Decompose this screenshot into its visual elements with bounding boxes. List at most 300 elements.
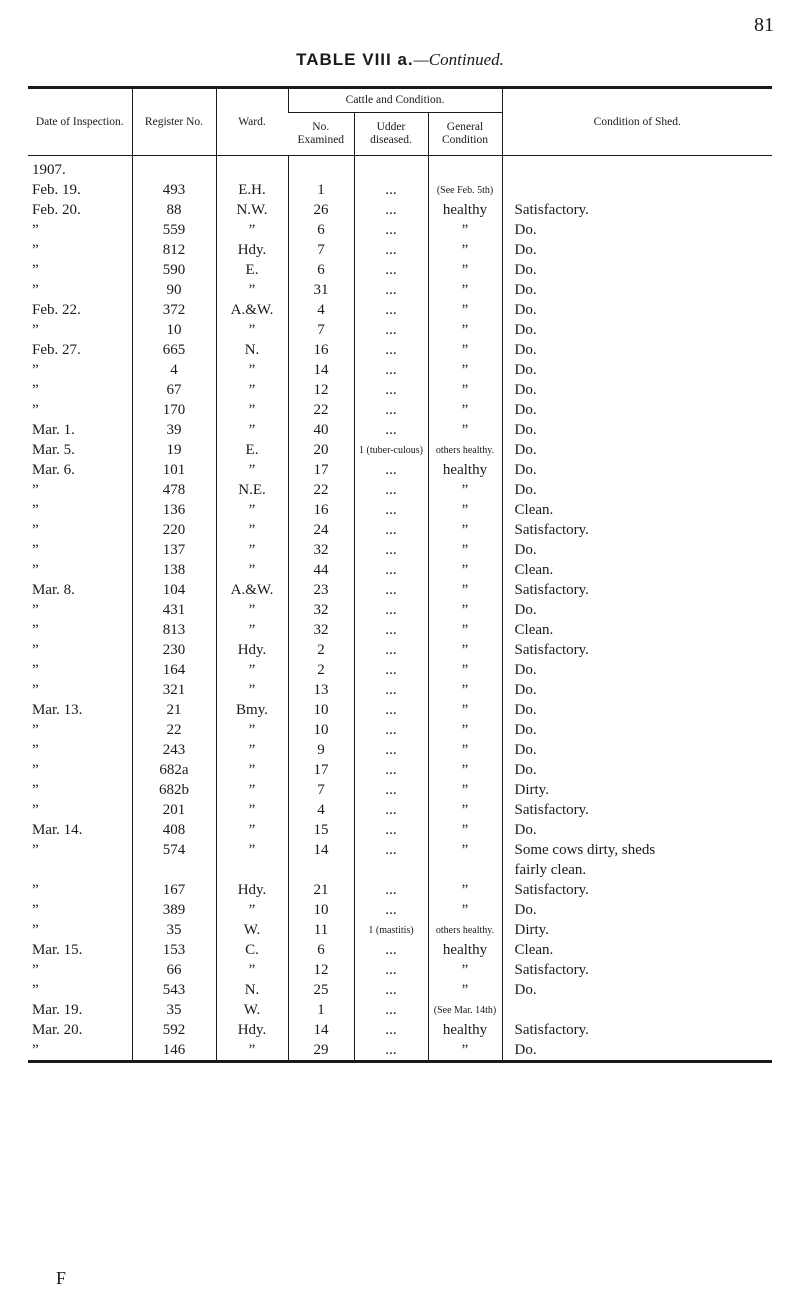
number-cell: 1 (288, 180, 354, 200)
shed-cell (502, 1000, 772, 1020)
shed-cell: Do. (502, 660, 772, 680)
table-row (28, 1000, 772, 1020)
shed-cell: fairly clean. (502, 860, 772, 880)
ward-cell: Bmy. (216, 700, 288, 720)
date-cell: ” (32, 842, 39, 858)
udder-cell: ... (354, 220, 428, 240)
date-cell: Mar. 13. (32, 702, 83, 718)
header-cattle-group: Cattle and Condition. (288, 88, 502, 113)
ward-cell: Hdy. (216, 240, 288, 260)
table-row (28, 640, 772, 660)
date-cell: Mar. 6. (32, 462, 75, 478)
date-cell (28, 860, 132, 880)
ward-cell: ” (216, 740, 288, 760)
ward-cell: N. (216, 340, 288, 360)
udder-cell: ... (354, 560, 428, 580)
shed-cell: Do. (502, 820, 772, 840)
general-cell: ” (428, 400, 502, 420)
table-row (28, 880, 772, 900)
header-date: Date of Inspection. (35, 115, 124, 128)
table-row (28, 980, 772, 1000)
table-row (28, 320, 772, 340)
table-row (28, 780, 772, 800)
udder-cell: ... (354, 200, 428, 220)
ward-cell: ” (216, 560, 288, 580)
shed-cell: Do. (502, 680, 772, 700)
date-cell: Mar. 8. (32, 582, 75, 598)
udder-cell: ... (354, 460, 428, 480)
udder-cell: ... (354, 360, 428, 380)
date-cell: Mar. 20. (32, 1022, 83, 1038)
general-cell: ” (428, 340, 502, 360)
register-cell: 478 (132, 480, 216, 500)
date-cell: Mar. 1. (32, 422, 75, 438)
table-row (28, 820, 772, 840)
ward-cell: ” (216, 320, 288, 340)
register-cell: 201 (132, 800, 216, 820)
shed-cell (502, 180, 772, 200)
udder-cell: ... (354, 840, 428, 860)
ward-cell: ” (216, 660, 288, 680)
date-cell: ” (32, 562, 39, 578)
register-cell: 574 (132, 840, 216, 860)
table-row (28, 500, 772, 520)
number-cell: 32 (288, 620, 354, 640)
udder-cell: 1 (tuber-culous) (354, 440, 428, 460)
date-cell: ” (32, 262, 39, 278)
date-cell: ” (32, 782, 39, 798)
table-row (28, 420, 772, 440)
shed-cell: Dirty. (502, 920, 772, 940)
shed-cell: Do. (502, 540, 772, 560)
table-row (28, 940, 772, 960)
udder-cell: ... (354, 940, 428, 960)
shed-cell: Do. (502, 300, 772, 320)
table-row (28, 220, 772, 240)
number-cell: 7 (288, 320, 354, 340)
general-cell: others healthy. (428, 920, 502, 940)
ward-cell: ” (216, 220, 288, 240)
register-cell: 22 (132, 720, 216, 740)
shed-cell: Do. (502, 980, 772, 1000)
table-row (28, 460, 772, 480)
number-cell: 12 (288, 380, 354, 400)
register-cell: 590 (132, 260, 216, 280)
ward-cell: ” (216, 280, 288, 300)
date-cell: ” (32, 362, 39, 378)
general-cell: (See Feb. 5th) (428, 180, 502, 200)
shed-cell: Do. (502, 440, 772, 460)
date-cell: ” (32, 322, 39, 338)
number-cell: 32 (288, 600, 354, 620)
table-row (28, 580, 772, 600)
header-register: Register No. (132, 88, 216, 156)
register-cell: 813 (132, 620, 216, 640)
shed-cell: Do. (502, 600, 772, 620)
udder-cell: ... (354, 980, 428, 1000)
shed-cell: Satisfactory. (502, 520, 772, 540)
number-cell: 9 (288, 740, 354, 760)
general-cell (428, 860, 502, 880)
register-cell: 665 (132, 340, 216, 360)
number-cell: 16 (288, 500, 354, 520)
general-cell: healthy (428, 940, 502, 960)
shed-cell: Clean. (502, 500, 772, 520)
general-cell: ” (428, 500, 502, 520)
number-cell: 31 (288, 280, 354, 300)
date-cell: ” (32, 882, 39, 898)
number-cell: 22 (288, 480, 354, 500)
udder-cell: ... (354, 260, 428, 280)
number-cell: 17 (288, 460, 354, 480)
general-cell: ” (428, 420, 502, 440)
udder-cell: 1 (mastitis) (354, 920, 428, 940)
table-row (28, 200, 772, 220)
udder-cell: ... (354, 820, 428, 840)
date-cell: ” (32, 742, 39, 758)
number-cell: 4 (288, 300, 354, 320)
number-cell: 10 (288, 700, 354, 720)
general-cell: ” (428, 540, 502, 560)
general-cell: ” (428, 780, 502, 800)
number-cell: 10 (288, 900, 354, 920)
general-cell: ” (428, 240, 502, 260)
general-cell: ” (428, 980, 502, 1000)
number-cell: 14 (288, 1020, 354, 1040)
table-row (28, 360, 772, 380)
shed-cell: Do. (502, 320, 772, 340)
general-cell: ” (428, 580, 502, 600)
ward-cell: ” (216, 540, 288, 560)
date-cell: ” (32, 962, 39, 978)
shed-cell: Do. (502, 740, 772, 760)
date-cell: Mar. 19. (32, 1002, 83, 1018)
shed-cell: Do. (502, 400, 772, 420)
shed-cell: Satisfactory. (502, 960, 772, 980)
shed-cell: Do. (502, 700, 772, 720)
number-cell: 11 (288, 920, 354, 940)
udder-cell: ... (354, 800, 428, 820)
date-cell: ” (32, 902, 39, 918)
table-body (28, 156, 772, 1062)
shed-cell: Some cows dirty, sheds (502, 840, 772, 860)
date-cell: ” (32, 522, 39, 538)
general-cell: ” (428, 680, 502, 700)
table-row (28, 340, 772, 360)
table-row (28, 740, 772, 760)
shed-cell: Dirty. (502, 780, 772, 800)
number-cell: 22 (288, 400, 354, 420)
register-cell: 493 (132, 180, 216, 200)
date-cell: Feb. 19. (32, 182, 81, 198)
register-cell: 559 (132, 220, 216, 240)
table-row (28, 240, 772, 260)
register-cell: 66 (132, 960, 216, 980)
general-cell: ” (428, 800, 502, 820)
general-cell: ” (428, 360, 502, 380)
number-cell: 40 (288, 420, 354, 440)
register-cell: 431 (132, 600, 216, 620)
shed-cell: Satisfactory. (502, 800, 772, 820)
ward-cell: Hdy. (216, 880, 288, 900)
date-cell: Feb. 20. (32, 202, 81, 218)
date-cell: ” (32, 542, 39, 558)
udder-cell: ... (354, 780, 428, 800)
ward-cell: ” (216, 620, 288, 640)
register-cell: 372 (132, 300, 216, 320)
number-cell: 32 (288, 540, 354, 560)
table-row (28, 920, 772, 940)
ward-cell (216, 860, 288, 880)
date-cell: ” (32, 242, 39, 258)
register-cell: 153 (132, 940, 216, 960)
register-cell: 230 (132, 640, 216, 660)
udder-cell: ... (354, 320, 428, 340)
ward-cell: ” (216, 600, 288, 620)
shed-cell: Do. (502, 280, 772, 300)
date-cell: ” (32, 382, 39, 398)
shed-cell: Do. (502, 480, 772, 500)
general-cell: healthy (428, 460, 502, 480)
ward-cell: W. (216, 1000, 288, 1020)
register-cell: 682a (132, 760, 216, 780)
table-row (28, 960, 772, 980)
number-cell: 29 (288, 1040, 354, 1062)
udder-cell: ... (354, 620, 428, 640)
shed-cell: Do. (502, 340, 772, 360)
number-cell (288, 860, 354, 880)
number-cell: 1 (288, 1000, 354, 1020)
table-title-label: TABLE VIII a. (296, 50, 414, 69)
shed-cell: Do. (502, 460, 772, 480)
register-cell: 4 (132, 360, 216, 380)
date-cell: Mar. 14. (32, 822, 83, 838)
general-cell: ” (428, 220, 502, 240)
general-cell: ” (428, 840, 502, 860)
general-cell: ” (428, 320, 502, 340)
udder-cell: ... (354, 1020, 428, 1040)
udder-cell: ... (354, 720, 428, 740)
general-cell: ” (428, 380, 502, 400)
general-cell: ” (428, 1040, 502, 1062)
udder-cell: ... (354, 300, 428, 320)
number-cell: 2 (288, 660, 354, 680)
date-cell: ” (32, 762, 39, 778)
general-cell: ” (428, 480, 502, 500)
register-cell (132, 860, 216, 880)
number-cell: 7 (288, 780, 354, 800)
register-cell: 167 (132, 880, 216, 900)
udder-cell: ... (354, 740, 428, 760)
number-cell: 12 (288, 960, 354, 980)
register-cell: 146 (132, 1040, 216, 1062)
general-cell: ” (428, 520, 502, 540)
general-cell: ” (428, 760, 502, 780)
table-row (28, 680, 772, 700)
number-cell: 13 (288, 680, 354, 700)
header-no-examined: No. Examined (288, 113, 354, 156)
header-shed: Condition of Shed. (502, 88, 772, 156)
udder-cell: ... (354, 520, 428, 540)
date-cell: ” (32, 622, 39, 638)
shed-cell: Do. (502, 380, 772, 400)
register-cell: 170 (132, 400, 216, 420)
date-cell: ” (32, 662, 39, 678)
shed-cell: Do. (502, 220, 772, 240)
ward-cell: ” (216, 760, 288, 780)
table-row (28, 600, 772, 620)
register-cell: 138 (132, 560, 216, 580)
header-general: General Condition (428, 113, 502, 156)
table-row (28, 540, 772, 560)
shed-cell: Do. (502, 1040, 772, 1062)
ward-cell: W. (216, 920, 288, 940)
general-cell: ” (428, 600, 502, 620)
udder-cell: ... (354, 380, 428, 400)
register-cell: 90 (132, 280, 216, 300)
ward-cell: ” (216, 680, 288, 700)
udder-cell: ... (354, 420, 428, 440)
table-row (28, 1040, 772, 1062)
udder-cell: ... (354, 760, 428, 780)
shed-cell: Do. (502, 360, 772, 380)
table-row (28, 560, 772, 580)
udder-cell: ... (354, 900, 428, 920)
number-cell: 26 (288, 200, 354, 220)
general-cell: ” (428, 960, 502, 980)
ward-cell: ” (216, 420, 288, 440)
number-cell: 24 (288, 520, 354, 540)
ward-cell: N.W. (216, 200, 288, 220)
ward-cell: A.&W. (216, 580, 288, 600)
table-title (0, 50, 800, 70)
general-cell: ” (428, 260, 502, 280)
footer-signature-letter: F (56, 1268, 67, 1288)
table-row (28, 380, 772, 400)
general-cell: healthy (428, 1020, 502, 1040)
date-cell: ” (32, 922, 39, 938)
inspection-table (28, 86, 772, 1063)
register-cell: 10 (132, 320, 216, 340)
ward-cell: ” (216, 460, 288, 480)
udder-cell: ... (354, 880, 428, 900)
number-cell: 17 (288, 760, 354, 780)
ward-cell: ” (216, 780, 288, 800)
shed-cell: Satisfactory. (502, 640, 772, 660)
general-cell: ” (428, 280, 502, 300)
shed-cell: Do. (502, 260, 772, 280)
udder-cell: ... (354, 340, 428, 360)
udder-cell: ... (354, 700, 428, 720)
udder-cell: ... (354, 500, 428, 520)
year-row (28, 156, 772, 181)
ward-cell: ” (216, 840, 288, 860)
register-cell: 164 (132, 660, 216, 680)
table-row (28, 800, 772, 820)
number-cell: 23 (288, 580, 354, 600)
date-cell: ” (32, 602, 39, 618)
udder-cell: ... (354, 1040, 428, 1062)
shed-cell: Clean. (502, 560, 772, 580)
table-row (28, 1020, 772, 1040)
register-cell: 101 (132, 460, 216, 480)
date-cell: ” (32, 282, 39, 298)
table-row (28, 300, 772, 320)
udder-cell: ... (354, 680, 428, 700)
number-cell: 25 (288, 980, 354, 1000)
header-udder: Udder diseased. (354, 113, 428, 156)
ward-cell: E. (216, 260, 288, 280)
table-row (28, 860, 772, 880)
general-cell: ” (428, 640, 502, 660)
number-cell: 6 (288, 260, 354, 280)
table-row (28, 260, 772, 280)
table-row (28, 440, 772, 460)
table-row (28, 520, 772, 540)
register-cell: 39 (132, 420, 216, 440)
register-cell: 88 (132, 200, 216, 220)
number-cell: 14 (288, 360, 354, 380)
general-cell: (See Mar. 14th) (428, 1000, 502, 1020)
table-row (28, 280, 772, 300)
date-cell: Mar. 5. (32, 442, 75, 458)
shed-cell: Satisfactory. (502, 200, 772, 220)
table-row (28, 840, 772, 860)
date-cell: ” (32, 1042, 39, 1058)
number-cell: 21 (288, 880, 354, 900)
ward-cell: E.H. (216, 180, 288, 200)
udder-cell: ... (354, 280, 428, 300)
ward-cell: ” (216, 800, 288, 820)
general-cell: ” (428, 820, 502, 840)
shed-cell: Do. (502, 240, 772, 260)
shed-cell: Satisfactory. (502, 580, 772, 600)
udder-cell: ... (354, 540, 428, 560)
general-cell: ” (428, 560, 502, 580)
ward-cell: ” (216, 500, 288, 520)
table-row (28, 180, 772, 200)
date-cell: Feb. 27. (32, 342, 81, 358)
register-cell: 243 (132, 740, 216, 760)
register-cell: 35 (132, 1000, 216, 1020)
register-cell: 104 (132, 580, 216, 600)
ward-cell: ” (216, 380, 288, 400)
ward-cell: ” (216, 900, 288, 920)
number-cell: 15 (288, 820, 354, 840)
ward-cell: E. (216, 440, 288, 460)
number-cell: 2 (288, 640, 354, 660)
year-cell: 1907. (32, 162, 66, 178)
number-cell: 44 (288, 560, 354, 580)
number-cell: 4 (288, 800, 354, 820)
udder-cell: ... (354, 480, 428, 500)
udder-cell: ... (354, 180, 428, 200)
ward-cell: Hdy. (216, 1020, 288, 1040)
number-cell: 20 (288, 440, 354, 460)
number-cell: 16 (288, 340, 354, 360)
table-title-continued: —Continued. (413, 50, 504, 69)
register-cell: 21 (132, 700, 216, 720)
table-row (28, 400, 772, 420)
ward-cell: ” (216, 820, 288, 840)
date-cell: ” (32, 482, 39, 498)
table-row (28, 480, 772, 500)
udder-cell: ... (354, 960, 428, 980)
general-cell: ” (428, 880, 502, 900)
date-cell: ” (32, 642, 39, 658)
number-cell: 7 (288, 240, 354, 260)
date-cell: ” (32, 682, 39, 698)
